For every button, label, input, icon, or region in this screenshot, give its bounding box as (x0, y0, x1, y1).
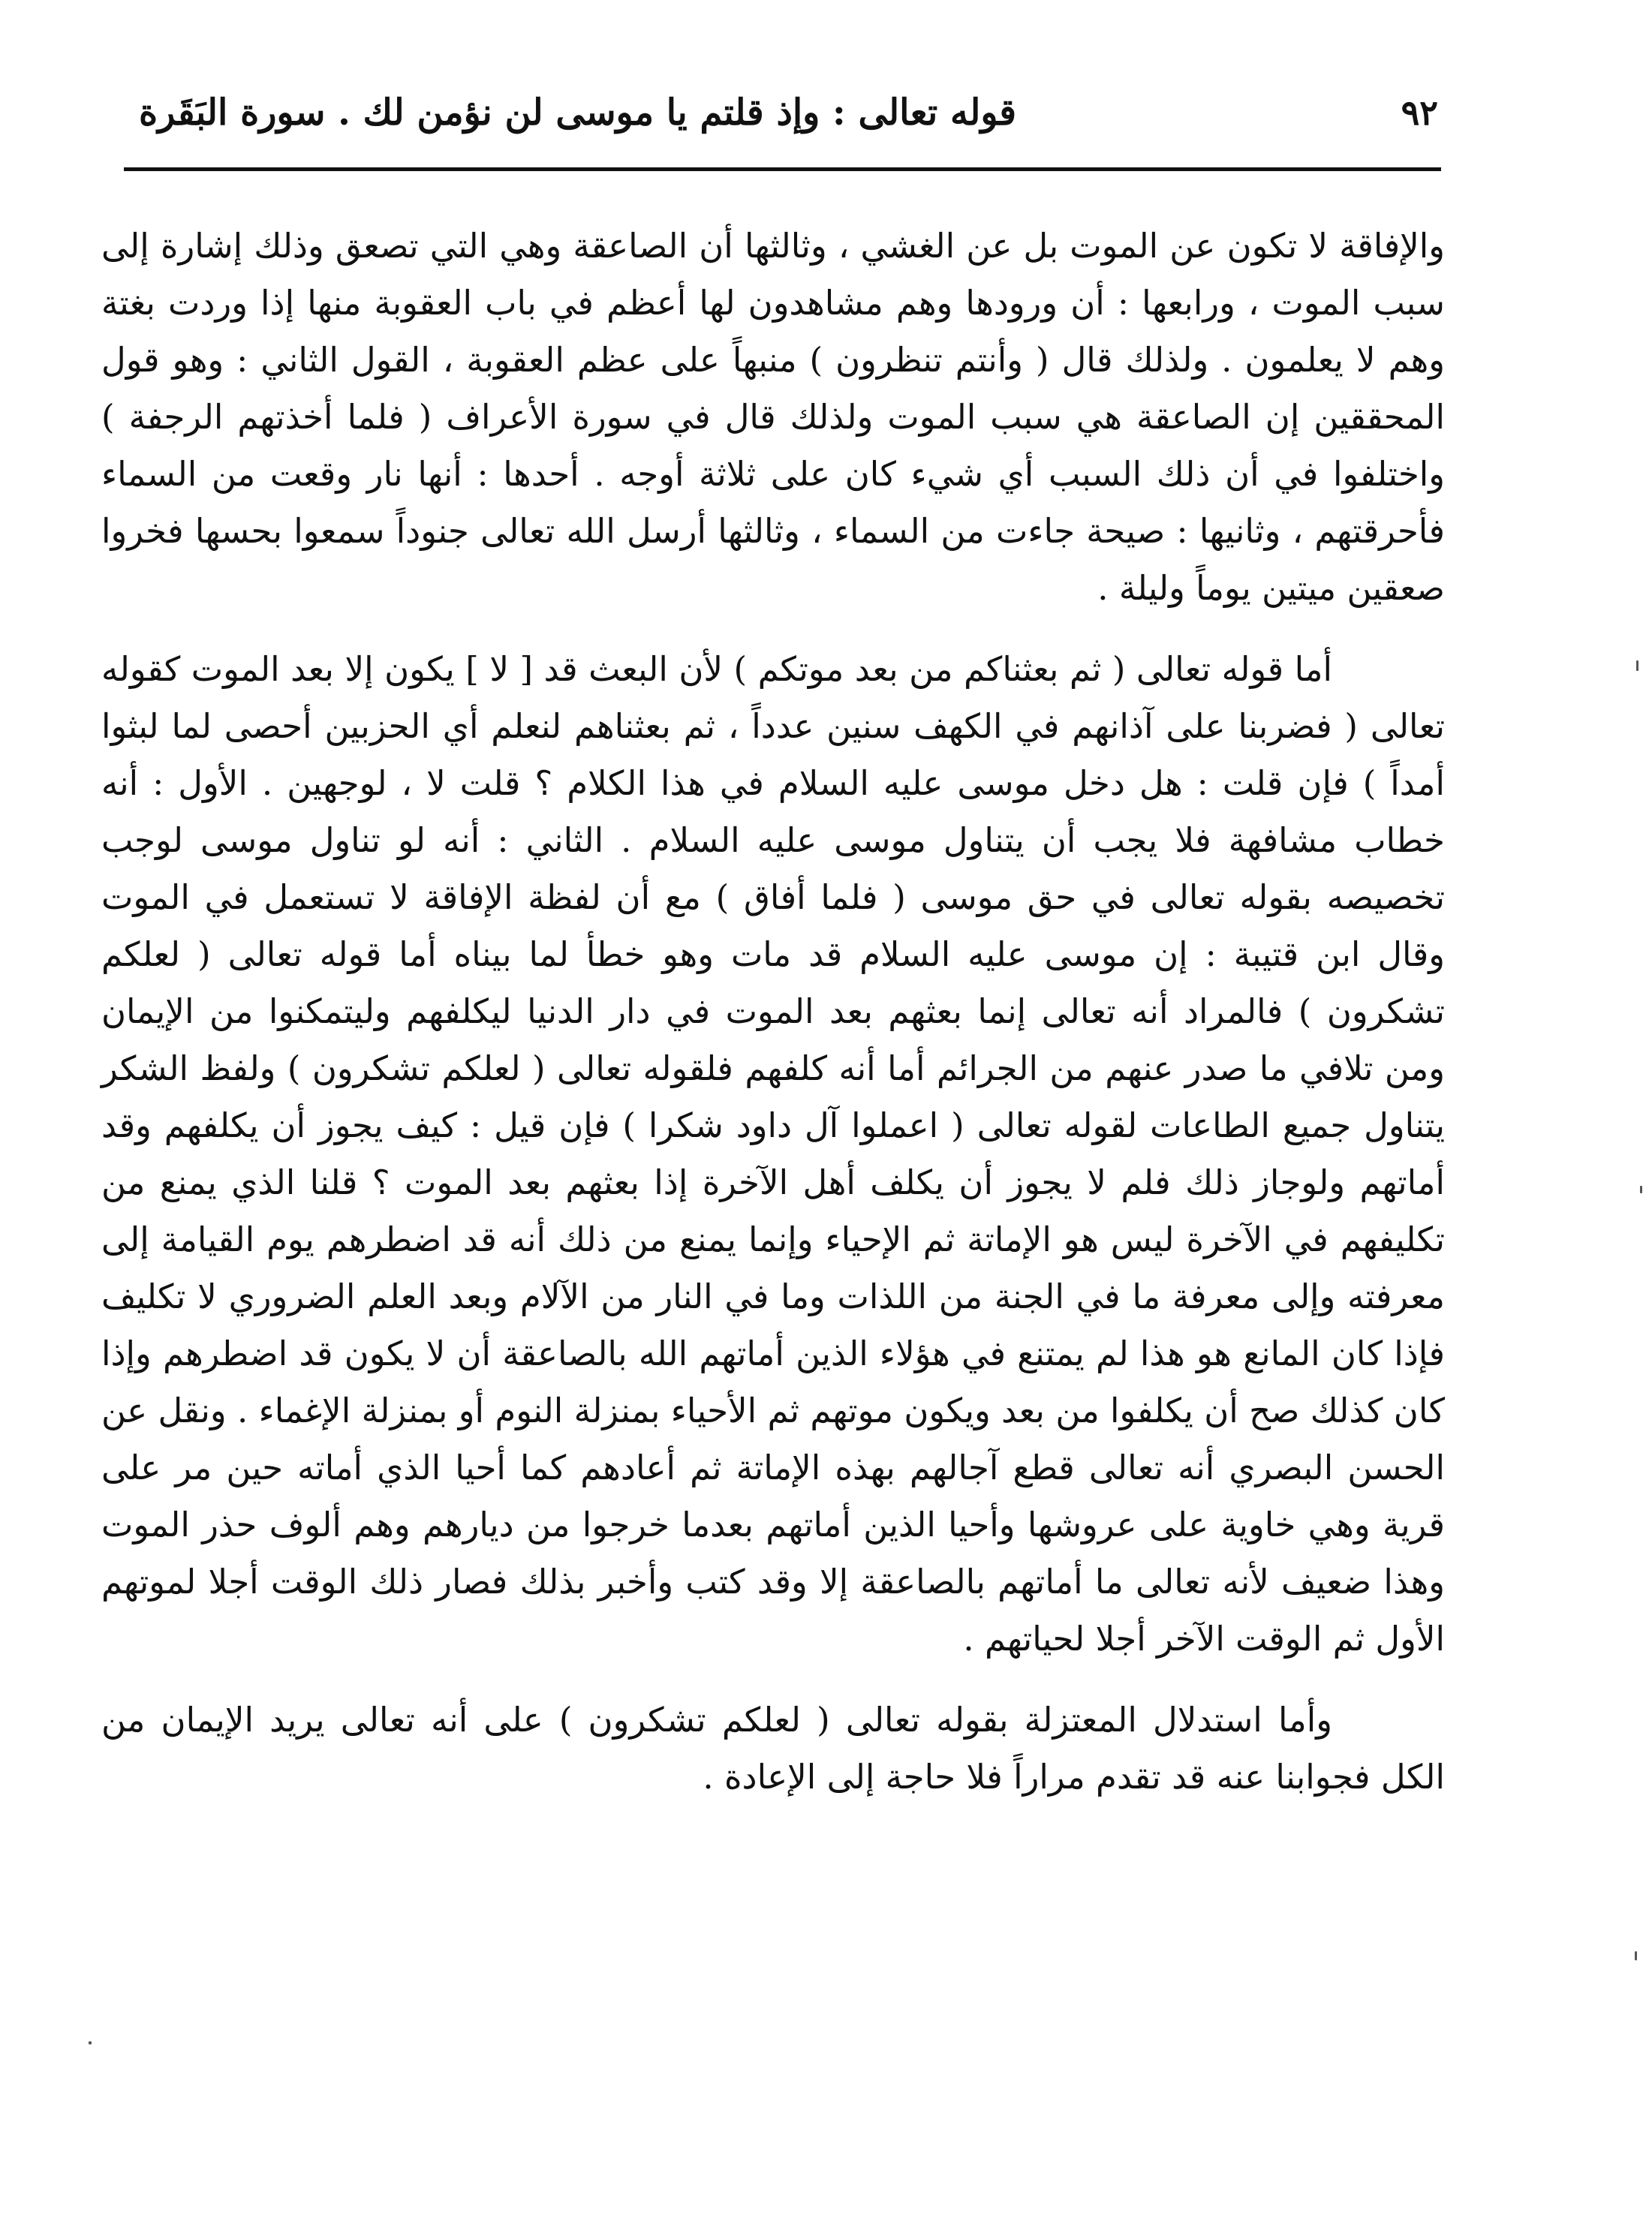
header-rule (124, 167, 1441, 171)
running-header (124, 71, 1441, 154)
body-text (101, 218, 1445, 1806)
paragraph-2: أما قوله تعالى ( ثم بعثناكم من بعد موتكم ) لأن البعث قد [ لا ] يكون إلا بعد الموت كقوله تعالى ( فضربنا على آذانهم في الكهف سنين عدداً ، ثم بعثناهم لنعلم أي الحزبين أحصى لما لبثوا أمداً ) فإن قلت : هل دخل موسى عليه السلام في هذا الكلام ؟ قلت لا ، لوجهين . الأول : أنه خطاب مشافهة فلا يجب أن يتناول موسى عليه السلام . الثاني : أنه لو تناول موسى لوجب تخصيصه بقوله تعالى في حق موسى ( فلما أفاق ) مع أن لفظة الإفاقة لا تستعمل في الموت وقال ابن قتيبة : إن موسى عليه السلام قد مات وهو خطأ لما بيناه أما قوله تعالى ( لعلكم تشكرون ) فالمراد أنه تعالى إنما بعثهم بعد الموت في دار الدنيا ليكلفهم وليتمكنوا من الإيمان ومن تلافي ما صدر عنهم من الجرائم أما أنه كلفهم فلقوله تعالى ( لعلكم تشكرون ) ولفظ الشكر يتناول جميع الطاعات لقوله تعالى ( اعملوا آل داود شكرا ) فإن قيل : كيف يجوز أن يكلفهم وقد أماتهم ولوجاز ذلك فلم لا يجوز أن يكلف أهل الآخرة إذا بعثهم بعد الموت ؟ قلنا الذي يمنع من تكليفهم في الآخرة ليس هو الإماتة ثم الإحياء وإنما يمنع من ذلك أنه قد اضطرهم يوم القيامة إلى معرفته وإلى معرفة ما في الجنة من اللذات وما في النار من الآلام وبعد العلم الضروري لا تكليف فإذا كان المانع هو هذا لم يمتنع في هؤلاء الذين أماتهم الله بالصاعقة أن لا يكون قد اضطرهم وإذا كان كذلك صح أن يكلفوا من بعد ويكون موتهم ثم الأحياء بمنزلة النوم أو بمنزلة الإغماء . ونقل عن الحسن البصري أنه تعالى قطع آجالهم بهذه الإماتة ثم أعادهم كما أحيا الذي أماته حين مر على قرية وهي خاوية على عروشها وأحيا الذين أماتهم بعدما خرجوا من ديارهم وهم ألوف حذر الموت وهذا ضعيف لأنه تعالى ما أماتهم بالصاعقة إلا وقد كتب وأخبر بذلك فصار ذلك الوقت أجلا لموتهم الأول ثم الوقت الآخر أجلا لحياتهم . (101, 649, 1445, 1659)
scan-speck (1640, 1186, 1642, 1193)
scan-speck (1635, 1951, 1637, 1960)
page-number: ٩٢ (1401, 92, 1438, 133)
scan-speck (1636, 660, 1638, 671)
paragraph-3: وأما استدلال المعتزلة بقوله تعالى ( لعلكم تشكرون ) على أنه تعالى يريد الإيمان من الكل فجوابنا عنه قد تقدم مراراً فلا حاجة إلى الإعادة . (101, 1700, 1445, 1797)
running-title: قوله تعالى : وإذ قلتم يا موسى لن نؤمن لك . سورة البَقَرة (139, 92, 1017, 134)
scan-speck (89, 2041, 92, 2044)
paragraph-1: والإفاقة لا تكون عن الموت بل عن الغشي ، وثالثها أن الصاعقة وهي التي تصعق وذلك إشارة إلى سبب الموت ، ورابعها : أن ورودها وهم مشاهدون لها أعظم في باب العقوبة منها إذا وردت بغتة وهم لا يعلمون . ولذلك قال ( وأنتم تنظرون ) منبهاً على عظم العقوبة ، القول الثاني : وهو قول المحققين إن الصاعقة هي سبب الموت ولذلك قال في سورة الأعراف ( فلما أخذتهم الرجفة ) واختلفوا في أن ذلك السبب أي شيء كان على ثلاثة أوجه . أحدها : أنها نار وقعت من السماء فأحرقتهم ، وثانيها : صيحة جاءت من السماء ، وثالثها أرسل الله تعالى جنوداً سمعوا بحسها فخروا صعقين ميتين يوماً وليلة . (101, 226, 1445, 608)
